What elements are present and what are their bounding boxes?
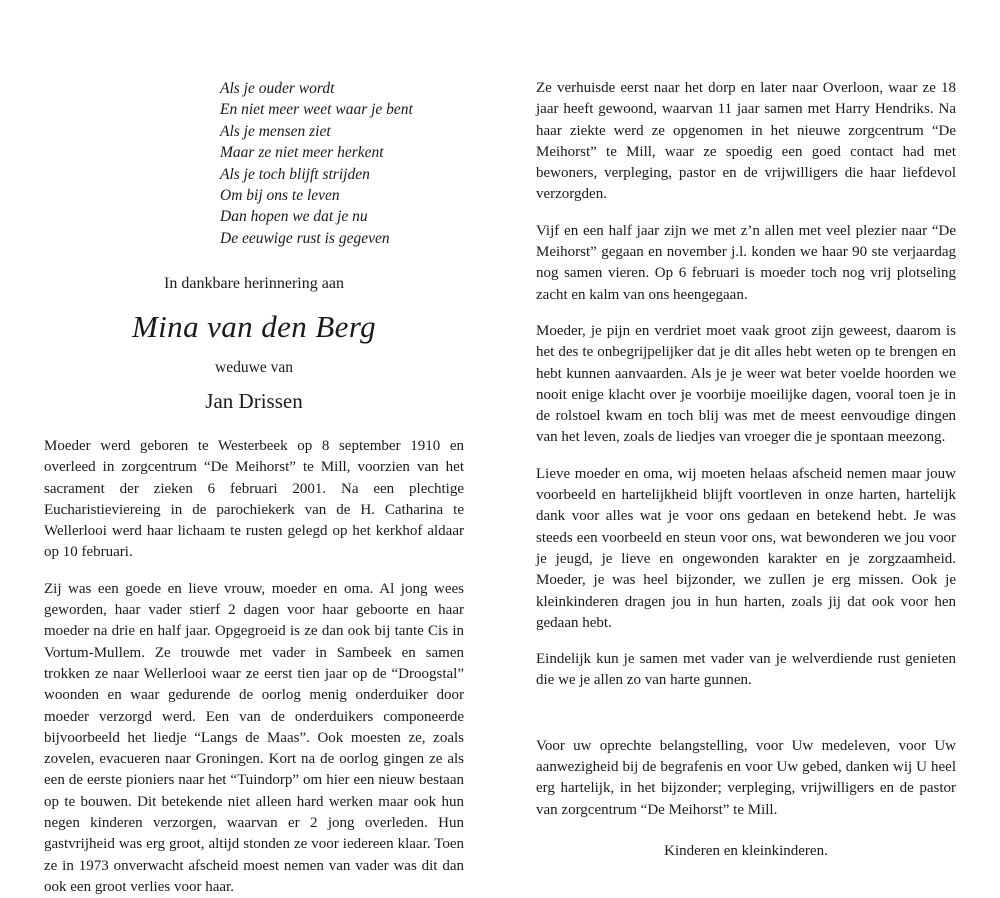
right-paragraph-3: Moeder, je pijn en verdriet moet vaak groot zijn geweest, daarom is het des te onbegrijpelijker dat je dit alles hebt weten op te brengen en hebt kunnen aanvaarden. Als je je weer wat beter voelde hoorden we nooit enige klacht over je voorbije moeilijke dagen, vooral toen je in de rolstoel kwam en toch blij was met de meest eenvoudige dingen van het leven, zoals de liedjes van vroeger die je spontaan meezong. xyxy=(536,322,956,446)
thanks-block xyxy=(536,736,956,821)
right-column xyxy=(536,78,956,859)
poem-block xyxy=(220,78,464,249)
poem-line-7: Dan hopen we dat je nu xyxy=(220,208,368,226)
poem-line-8: De eeuwige rust is gegeven xyxy=(220,229,390,247)
memorial-heading xyxy=(44,275,464,414)
right-paragraph-5: Eindelijk kun je samen met vader van je welverdiende rust genieten die we je allen zo van harte gunnen. xyxy=(536,651,956,689)
poem-line-1: Als je ouder wordt xyxy=(220,80,335,97)
poem-line-6: Om bij ons te leven xyxy=(220,186,340,204)
poem-line-2: En niet meer weet waar je bent xyxy=(220,101,413,119)
poem-line-3: Als je mensen ziet xyxy=(220,122,331,140)
left-column xyxy=(44,78,464,895)
signature-line: Kinderen en kleinkinderen. xyxy=(664,842,828,859)
right-paragraph-4: Lieve moeder en oma, wij moeten helaas afscheid nemen maar jouw voorbeeld en hartelijkheid blijft voortleven in onze harten, hartelijk dank voor alles wat je voor ons gedaan en betekend hebt. Je was steeds een voorbeeld en steun voor ons, wat bewonderen we jou voor je jeugd, je lieve en ongewonden karakter en je zorgzaamheid. Moeder, je was heel bijzonder, we zullen je erg missen. Ook je kleinkinderen dragen jou in hun harten, zoals jij dat ook voor hen gedaan hebt. xyxy=(536,465,956,631)
thanks-paragraph: Voor uw oprechte belangstelling, voor Uw medeleven, voor Uw aanwezigheid bij de begrafenis en voor Uw gebed, danken wij U heel erg hartelijk, in het bijzonder; verpleging, vrijwilligers en de pastor van zorgcentrum “De Meihorst” te Mill. xyxy=(536,737,956,818)
right-body-text xyxy=(536,78,956,692)
poem-line-5: Als je toch blijft strijden xyxy=(220,165,370,183)
deceased-name: Mina van den Berg xyxy=(131,309,377,344)
widow-of-label: weduwe van xyxy=(215,359,293,376)
in-memory-label: In dankbare herinnering aan xyxy=(164,275,344,292)
spouse-name: Jan Drissen xyxy=(205,389,303,413)
right-paragraph-1: Ze verhuisde eerst naar het dorp en later naar Overloon, waar ze 18 jaar heeft gewoond, waarvan 11 jaar samen met Harry Hendriks. Na haar ziekte werd ze opgenomen in het nieuwe zorgcentrum “De Meihorst” te Mill, waar ze spoedig een goed contact had met bewoners, verpleging, pastor en de vrijwilligers die haar liefdevol verzorgden. xyxy=(536,80,956,203)
left-paragraph-2: Zij was een goede en lieve vrouw, moeder en oma. Al jong wees geworden, haar vader stierf 2 dagen voor haar geboorte en haar moeder na drie en half jaar. Opgegroeid is ze dan ook bij tante Cis in Vortum-Mullem. Ze trouwde met vader in Sambeek en samen trokken ze naar Wellerlooi waar ze eerst tien jaar op de “Droogstal” woonden en waar gedurende de oorlog menig onderduiker door moeder verzorgd werd. Een van de onderduikers componeerde bijvoorbeeld het liedje “Langs de Maas”. Ook moesten ze, zoals zovelen, evacueren naar Groningen. Kort na de oorlog gingen ze als een de eerste pioniers naar het “Tuindorp” om hier een nieuw bestaan op te bouwen. Dit betekende niet alleen hard werken maar ook hun negen kinderen verzorgen, waarvan er 2 jong overleden. Hun gastvrijheid was erg groot, altijd stonden ze voor iedereen klaar. Toen ze in 1973 onverwacht afscheid moest nemen van vader was dit dan ook een groot verlies voor haar. xyxy=(44,580,464,895)
poem-line-4: Maar ze niet meer herkent xyxy=(220,144,384,162)
left-paragraph-1: Moeder werd geboren te Westerbeek op 8 september 1910 en overleed in zorgcentrum “De Meihorst” te Mill, voorzien van het sacrament der zieken 6 februari 2001. Na een plechtige Eucharistieviereing in de parochiekerk van de H. Catharina te Wellerlooi werd haar lichaam te rusten gelegd op het kerkhof aldaar op 10 februari. xyxy=(44,438,464,561)
right-paragraph-2: Vijf en een half jaar zijn we met z’n allen met veel plezier naar “De Meihorst” gegaan en november j.l. konden we haar 90 ste verjaardag nog samen vieren. Op 6 februari is moeder toch nog vrij plotseling zacht en kalm van ons heengegaan. xyxy=(536,222,956,303)
left-body-text xyxy=(44,436,464,898)
